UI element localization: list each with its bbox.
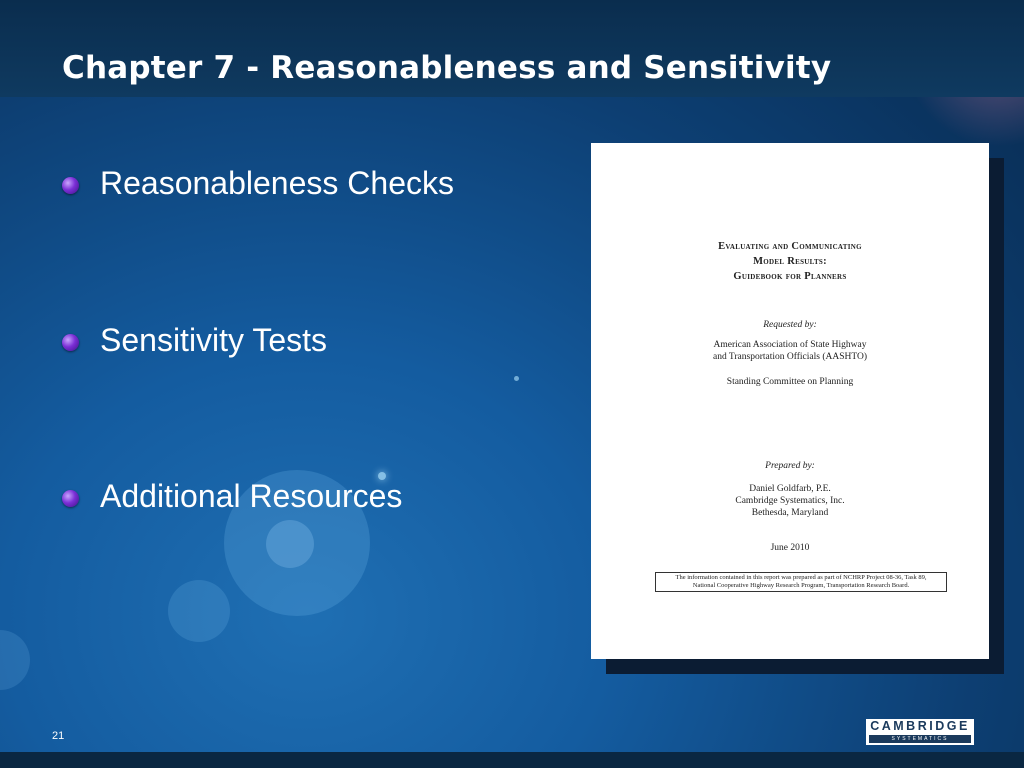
slide-title: Chapter 7 - Reasonableness and Sensitivity [62, 50, 832, 86]
committee-text: Standing Committee on Planning [726, 377, 854, 387]
document-note-line: National Cooperative Highway Research Program, Transportation Research Board. [692, 582, 910, 589]
document-cover-image [591, 143, 989, 659]
bullet-text: Additional Resources [100, 478, 403, 514]
page-number: 21 [52, 730, 65, 742]
preparer-line: Daniel Goldfarb, P.E. [749, 484, 831, 494]
document-title-line: Model Results: [753, 256, 827, 267]
bokeh-circle [0, 630, 30, 690]
cambridge-systematics-logo [866, 719, 974, 745]
logo-line-2: SYSTEMATICS [869, 735, 971, 743]
bullet-dot-icon [62, 334, 79, 351]
bullet-text: Sensitivity Tests [100, 322, 328, 358]
document-note-box [655, 572, 947, 592]
document-date: June 2010 [770, 543, 810, 553]
prepared-by-label: Prepared by: [765, 461, 815, 471]
document-note-line: The information contained in this report was prepared as part of NCHRP Project 08-36, Task 89, [675, 574, 927, 581]
logo-line-1: CAMBRIDGE [870, 719, 970, 733]
document-title-line: Evaluating and Communicating [718, 241, 862, 252]
preparer-line: Cambridge Systematics, Inc. [735, 496, 845, 506]
bokeh-circle [266, 520, 314, 568]
requested-by-label: Requested by: [763, 320, 817, 330]
requester-line: and Transportation Officials (AASHTO) [712, 352, 867, 362]
preparer-line: Bethesda, Maryland [751, 508, 829, 518]
bokeh-sparkle [514, 376, 519, 381]
bullet-text: Reasonableness Checks [100, 165, 454, 201]
requester-line: American Association of State Highway [713, 340, 867, 350]
footer-bar [0, 752, 1024, 768]
document-title-line: Guidebook for Planners [733, 271, 847, 282]
bullet-dot-icon [62, 490, 79, 507]
document-title [591, 239, 989, 284]
bokeh-circle [168, 580, 230, 642]
bullet-dot-icon [62, 177, 79, 194]
